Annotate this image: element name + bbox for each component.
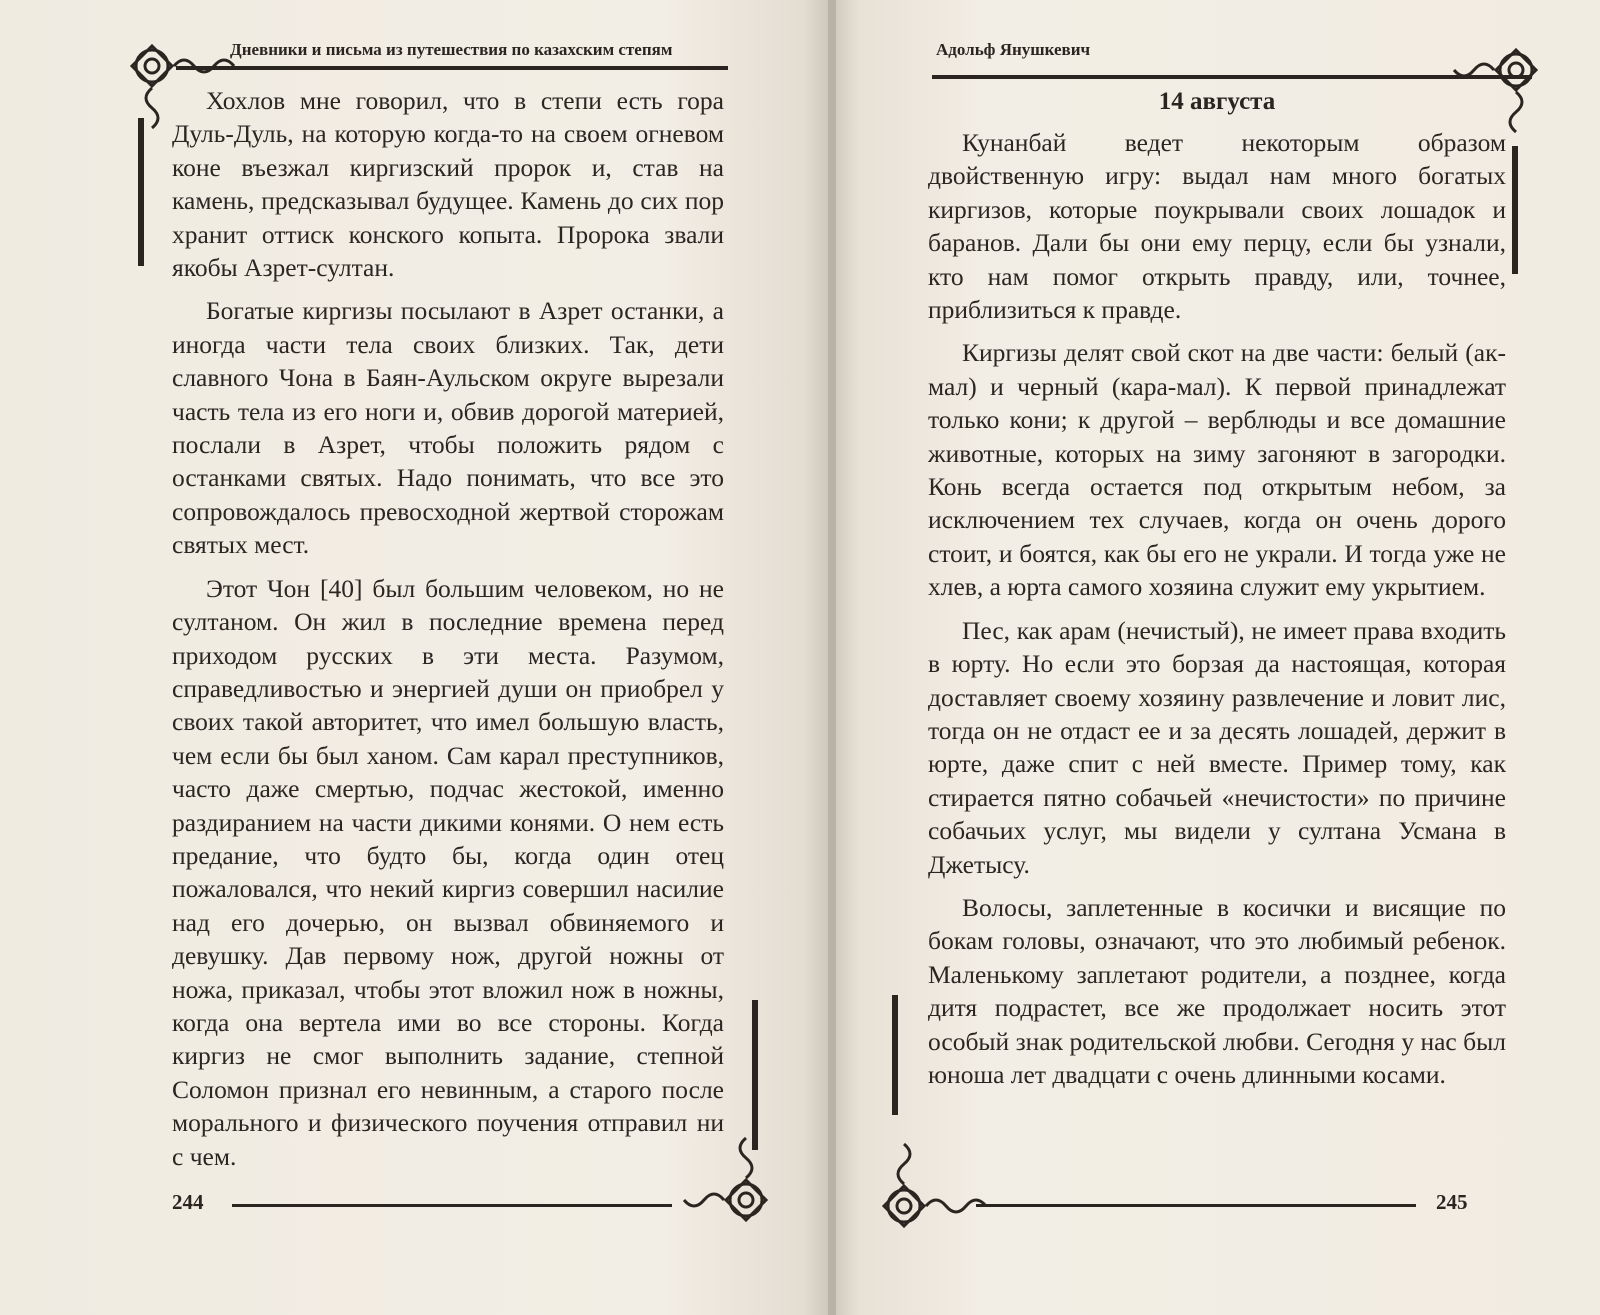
paragraph: Волосы, заплетенные в косички и висящие по бокам головы, означают, что это любимый ребенок. Маленькому заплетают родители, а позднее, когда дитя подрастет, все же продолжает носить этот особый знак родительской любви. Сегодня у нас был юноша лет двадцати с очень длинными косами. — [928, 892, 1506, 1089]
right-page-body — [928, 126, 1506, 1091]
running-head-left: Дневники и письма из путешествия по казахским степям — [230, 40, 673, 59]
ornament-bottom-right-icon — [666, 1130, 776, 1230]
head-rule-left — [176, 66, 728, 70]
paragraph: Богатые киргизы посылают в Азрет останки, а иногда части тела своих близких. Так, дети славного Чона в Баян-Аульском округе вырезали часть тела из его ноги и, обвив дорогой материей, послали в Азрет, чтобы положить рядом с останками святых. Надо понимать, что все это сопровождалось превосходной жертвой сторожам святых мест. — [172, 296, 724, 560]
foot-rule-right — [976, 1204, 1416, 1207]
ornament-bottom-left-icon — [874, 1130, 994, 1240]
margin-bar-left-top — [138, 118, 144, 266]
margin-bar-left-bottom — [752, 1000, 758, 1150]
page-number-right: 245 — [1436, 1190, 1468, 1214]
paragraph: Пес, как арам (нечистый), не имеет права входить в юрту. Но если это борзая да настоящая, которая доставляет своему хозяину развлечение и ловит лис, тогда он не отдаст ее и за десять лошадей, держит в юрте, даже спит с ней вместе. Пример тому, как стирается пятно собачьей «нечистости» по причине собачьих услуг, мы видели у султана Усмана в Джетысу. — [928, 615, 1506, 879]
date-heading: 14 августа — [1158, 88, 1276, 115]
paragraph: Хохлов мне говорил, что в степи есть гора Дуль-Дуль, на которую когда-то на своем огневом коне въезжал киргизский пророк и, став на камень, предсказывал будущее. Камень до сих пор хранит оттиск конского копыта. Пророка звали якобы Азрет-султан. — [172, 86, 724, 283]
foot-rule-left — [232, 1204, 672, 1207]
paragraph: Этот Чон [40] был большим человеком, но не султаном. Он жил в последние времена перед приходом русских в эти места. Разумом, справедливостью и энергией души он приобрел у своих такой авторитет, что имел большую власть, чем если бы был ханом. Сам карал преступников, часто даже смертью, подчас жестокой, именно раздиранием на части дикими конями. О нем есть предание, что будто бы, когда один отец пожаловался, что некий киргиз совершил насилие над его дочерью, он вызвал обвиняемого и девушку. Дав первому нож, другой ножны от ножа, приказал, чтобы этот вложил нож в ножны, когда она вертела ими во все стороны. Когда киргиз не смог выполнить задание, степной Соломон признал его невинным, а старого после морального и физического поучения отправил ни с чем. — [172, 573, 724, 1171]
right-page — [836, 0, 1600, 1315]
margin-bar-right-top — [1512, 146, 1518, 274]
paragraph: Кунанбай ведет некоторым образом двойственную игру: выдал нам много богатых киргизов, которые поукрывали своих лошадок и баранов. Дали бы они ему перцу, если бы узнали, кто нам помог открыть правду, или, точнее, приблизиться к правде. — [928, 128, 1506, 325]
page-number-left: 244 — [172, 1190, 204, 1214]
paragraph: Киргизы делят свой скот на две части: белый (ак-мал) и черный (кара-мал). К первой принадлежат только кони; к другой – верблюды и все домашние животные, которых на зиму загоняют в загородки. Конь всегда остается под открытым небом, за исключением тех случаев, когда он очень дорого стоит, и боятся, как бы его не украли. И тогда уже не хлев, а юрта самого хозяина служит ему укрытием. — [928, 338, 1506, 602]
left-page-body — [172, 84, 724, 1173]
running-head-right: Адольф Янушкевич — [936, 40, 1091, 59]
margin-bar-right-bottom — [892, 995, 898, 1115]
